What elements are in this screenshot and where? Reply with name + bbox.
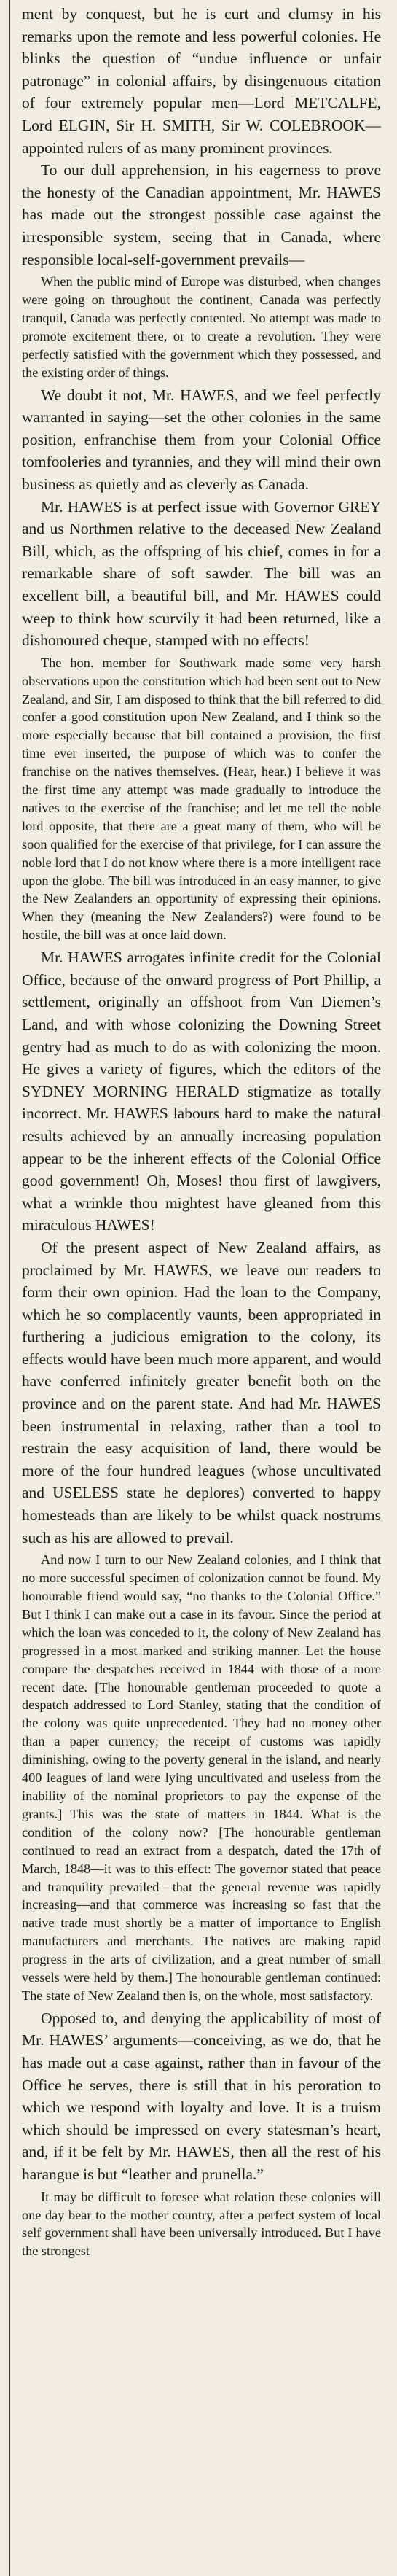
article-paragraph-4: Mr. HAWES is at perfect issue with Governor GREY and us Northmen relative to the deceased New Zealand Bill, which, as the offspring of his chief, comes in for a remarkable share of soft sawder. The bill was an excellent bill, a beautiful bill, and Mr. HAWES could weep to think how scurvily it had been returned, like a dishonoured cheque, stamped with no effects!	[22, 497, 381, 650]
speech-quote-2: The hon. member for Southwark made some very harsh observations upon the constitution which had been sent out to New Zealand, and Sir, I am disposed to think that the bill referred to did confer a good constitution upon New Zealand, and I think so the more especially because that bill contained a provision, the first time ever inserted, the purpose of which was to confer the franchise on the natives themselves. (Hear, hear.) I believe it was the first time any attempt was made gradually to introduce the natives to the exercise of the franchise; and let me tell the noble lord opposite, that there are a great many of them, who will be soon qualified for the exercise of that privilege, for I can assure the noble lord that I do not know where there is a more intelligent race upon the globe. The bill was introduced in an easy manner, to give the New Zealanders an opportunity of expressing their opinions. When they (meaning the New Zealanders?) were found to be hostile, the bill was at once laid down.	[22, 655, 381, 943]
article-paragraph-1: ment by conquest, but he is curt and clumsy in his remarks upon the remote and less powerful colonies. He blinks the question of “undue influence or unfair patronage” in colonial affairs, by disingenuous citation of four extremely popular men—Lord METCALFE, Lord ELGIN, Sir H. SMITH, Sir W. COLEBROOK—appointed rulers of as many prominent provinces.	[22, 5, 381, 157]
column-rule	[9, 0, 10, 2576]
article-paragraph-3: We doubt it not, Mr. HAWES, and we feel perfectly warranted in saying—set the other colonies in the same position, enfranchise them from your Colonial Office tomfooleries and tyrannies, and they will mind their own business as quietly and as cleverly as Canada.	[22, 386, 381, 493]
speech-quote-3: And now I turn to our New Zealand colonies, and I think that no more successful specimen of colonization cannot be found. My honourable friend would say, “no thanks to the Colonial Office.” But I think I can make out a case in its favour. Since the period at which the loan was conceded to it, the colony of New Zealand has progressed in a most marked and striking manner. Let the house compare the despatches received in 1844 with those of a more recent date. [The honourable gentleman proceeded to quote a despatch addressed to Lord Stanley, stating that the condition of the colony was quite unprecedented. They had no money other than a paper currency; the receipt of customs was rapidly diminishing, owing to the poverty general in the island, and nearly 400 leagues of land were lying uncultivated and useless from the inability of the nominal proprietors to pay the expense of the grants.] This was the state of matters in 1844. What is the condition of the colony now? [The honourable gentleman continued to read an extract from a despatch, dated the 17th of March, 1848—it was to this effect: The governor stated that peace and tranquility prevailed—that the general revenue was rapidly increasing—and that commerce was increasing so fast that the native trade must shortly be a matter of importance to English manufacturers and merchants. The natives are making rapid progress in the arts of civilization, and a great number of small vessels were held by them.] The honourable gentleman continued: The state of New Zealand then is, on the whole, most satisfactory.	[22, 1552, 381, 2003]
speech-quote-1: When the public mind of Europe was disturbed, when changes were going on throughout the continent, Canada was perfectly tranquil, Canada was perfectly contented. No attempt was made to promote excitement there, or to create a revolution. They were perfectly satisfied with the government which they possessed, and the existing order of things.	[22, 274, 381, 380]
speech-quote-4: It may be difficult to foresee what relation these colonies will one day bear to the mother country, after a perfect system of local self government shall have been universally introduced. But I have the strongest	[22, 2189, 381, 2259]
article-paragraph-7: Opposed to, and denying the applicability of most of Mr. HAWES’ arguments—conceiving, as we do, that he has made out a case against, rather than in favour of the Office he serves, there is still that in his peroration to which we respond with loyalty and love. It is a truism which should be impressed on every statesman’s heart, and, if it be felt by Mr. HAWES, then all the rest of his harangue is but “leather and prunella.”	[22, 2009, 381, 2184]
article-column	[22, 3, 381, 2260]
article-paragraph-2: To our dull apprehension, in his eagerness to prove the honesty of the Canadian appointment, Mr. HAWES has made out the strongest possible case against the irresponsible system, seeing that in Canada, where responsible local-self-government prevails—	[22, 161, 381, 268]
article-paragraph-6: Of the present aspect of New Zealand affairs, as proclaimed by Mr. HAWES, we leave our readers to form their own opinion. Had the loan to the Company, which he so complacently vaunts, been appropriated in furthering a judicious emigration to the colony, its effects would have been much more apparent, and would have conferred infinitely greater benefit both on the province and on the parent state. And had Mr. HAWES been instrumental in relaxing, rather than a tool to restrain the easy acquisition of land, there would be more of the four hundred leagues (whose uncultivated and USELESS state he deplores) converted to happy homesteads than are likely to be whilst quack nostrums such as his are allowed to prevail.	[22, 1238, 381, 1546]
article-paragraph-5: Mr. HAWES arrogates infinite credit for the Colonial Office, because of the onward progress of Port Phillip, a settlement, originally an offshoot from Van Diemen’s Land, and with whose colonizing the Downing Street gentry had as much to do as with colonizing the moon. He gives a variety of figures, which the editors of the SYDNEY MORNING HERALD stigmatize as totally incorrect. Mr. HAWES labours hard to make the natural results achieved by an annually increasing population appear to be the inherent effects of the Colonial Office good government! Oh, Moses! thou first of lawgivers, what a wrinkle thou mightest have gleaned from this miraculous HAWES!	[22, 949, 381, 1234]
